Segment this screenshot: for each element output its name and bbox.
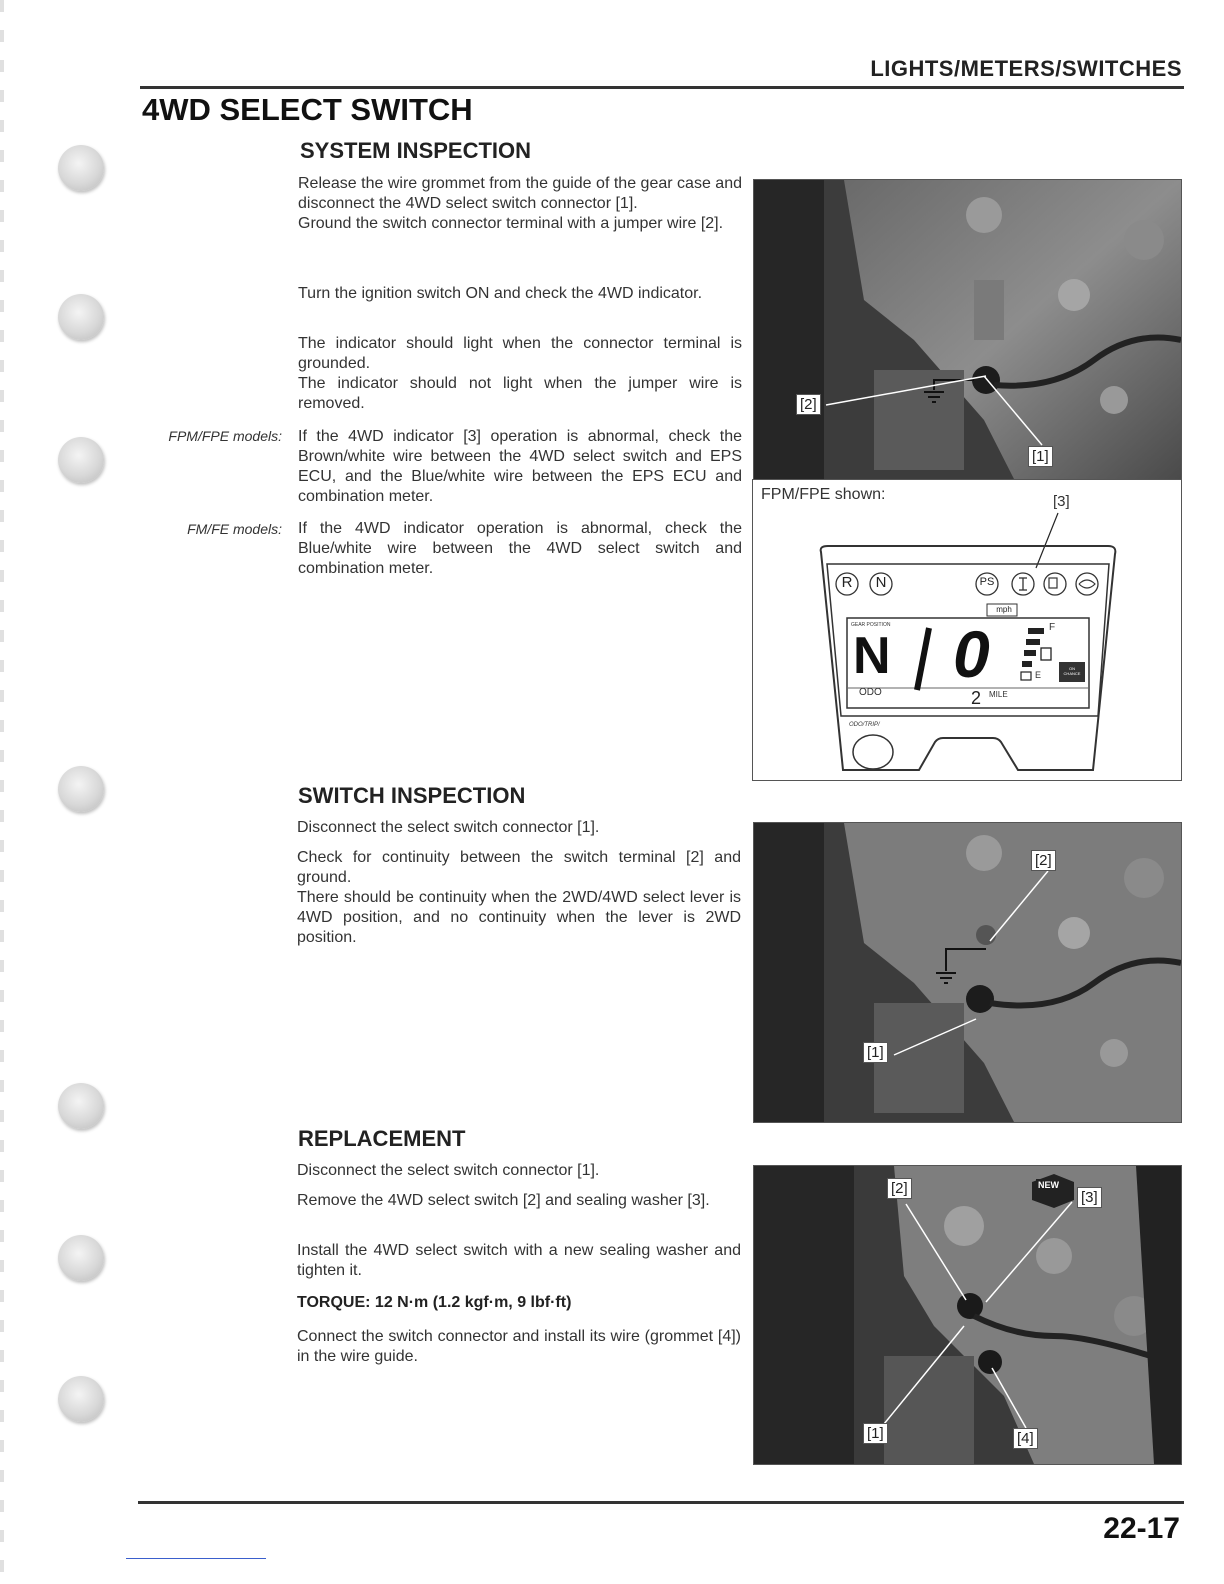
header-rule — [140, 86, 1184, 89]
callout-1: [1] — [1028, 446, 1053, 467]
figure-caption: FPM/FPE shown: — [761, 486, 886, 503]
paragraph: The indicator should light when the connector terminal is grounded. — [298, 335, 742, 372]
photo-system-inspection — [753, 179, 1182, 480]
photo-replacement — [753, 1165, 1182, 1465]
callout-1: [1] — [863, 1423, 888, 1444]
callout-2: [2] — [796, 394, 821, 415]
page-edge — [0, 0, 4, 1584]
switch-inspection-heading: SWITCH INSPECTION — [298, 783, 526, 808]
gear-display: N — [853, 627, 891, 685]
callout-2: [2] — [887, 1178, 912, 1199]
system-inspection-step-1 — [298, 174, 742, 234]
callout-1: [1] — [863, 1042, 888, 1063]
binder-hole — [58, 437, 104, 483]
underline-link-mark — [126, 1558, 266, 1559]
odo-digit: 2 — [971, 688, 982, 708]
gear-position-label: GEAR POSITION — [851, 622, 891, 628]
binder-hole — [58, 1376, 104, 1422]
paragraph: Turn the ignition switch ON and check the 4WD indicator. — [298, 285, 703, 302]
mph-label: mph — [996, 605, 1012, 614]
paragraph: There should be continuity when the 2WD/4WD select lever is 4WD position, and no continuity when the lever is 2WD position. — [297, 889, 741, 946]
speed-display: 0 — [953, 617, 990, 691]
binder-hole — [58, 1235, 104, 1281]
system-inspection-step-3 — [298, 334, 742, 414]
neutral-indicator: N — [875, 574, 887, 591]
paragraph: Release the wire grommet from the guide of the gear case and disconnect the 4WD select switch connector [1]. — [298, 175, 742, 212]
paragraph: Disconnect the select switch connector [1]. — [297, 1162, 600, 1179]
fuel-full-label: F — [1049, 622, 1056, 633]
switch-inspection-step-2 — [297, 848, 741, 948]
paragraph: If the 4WD indicator operation is abnormal, check the Blue/white wire between the 4WD select switch and combination meter. — [298, 520, 742, 577]
torque-spec: TORQUE: 12 N·m (1.2 kgf·m, 9 lbf·ft) — [297, 1294, 572, 1311]
reverse-indicator: R — [841, 574, 853, 591]
paragraph: Check for continuity between the switch terminal [2] and ground. — [297, 849, 741, 886]
callout-3: [3] — [1077, 1187, 1102, 1208]
system-inspection-heading: SYSTEM INSPECTION — [300, 138, 532, 163]
replacement-heading: REPLACEMENT — [298, 1126, 466, 1151]
footer-rule — [138, 1501, 1184, 1504]
paragraph: If the 4WD indicator [3] operation is abnormal, check the Brown/white wire between the 4WD select switch and EPS ECU, and the Blue/white wire between the EPS ECU and combination meter. — [298, 428, 742, 505]
odo-trip-label: ODO/TRIP/ — [849, 722, 880, 728]
side-note-fm: FM/FE models: — [187, 521, 282, 537]
on-chance-label: ON CHANCE — [1063, 666, 1081, 676]
paragraph: Ground the switch connector terminal with a jumper wire [2]. — [298, 215, 724, 232]
callout-4: [4] — [1013, 1428, 1038, 1449]
binder-hole — [58, 1083, 104, 1129]
paragraph: Remove the 4WD select switch [2] and sealing washer [3]. — [297, 1192, 710, 1209]
meter-figure — [752, 479, 1182, 781]
paragraph: Disconnect the select switch connector [1]. — [297, 819, 600, 836]
fuel-empty-label: E — [1035, 670, 1042, 680]
callout-2: [2] — [1031, 850, 1056, 871]
binder-hole — [58, 294, 104, 340]
section-header: LIGHTS/METERS/SWITCHES — [870, 56, 1182, 81]
page-number: 22-17 — [1103, 1512, 1180, 1545]
power-steering-indicator: PS — [979, 576, 995, 588]
callout-3: [3] — [1053, 493, 1070, 510]
new-part-icon: NEW — [1038, 1180, 1059, 1190]
paragraph: The indicator should not light when the jumper wire is removed. — [298, 375, 742, 412]
photo-switch-inspection — [753, 822, 1182, 1123]
paragraph: Install the 4WD select switch with a new sealing washer and tighten it. — [297, 1242, 741, 1279]
side-note-fpm: FPM/FPE models: — [168, 428, 282, 444]
binder-hole — [58, 766, 104, 812]
page-title: 4WD SELECT SWITCH — [142, 92, 473, 127]
odo-label: ODO — [859, 687, 882, 698]
mile-label: MILE — [989, 690, 1008, 699]
paragraph: Connect the switch connector and install its wire (grommet [4]) in the wire guide. — [297, 1328, 741, 1365]
binder-hole — [58, 145, 104, 191]
